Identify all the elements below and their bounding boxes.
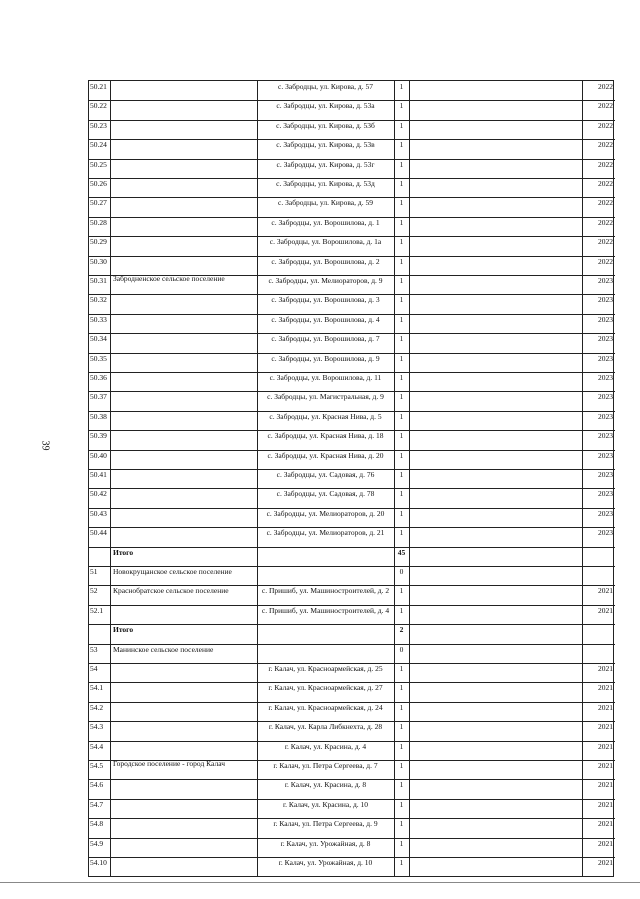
column-divider: [257, 81, 258, 876]
quantity: 1: [399, 489, 404, 499]
row-number: 52.1: [90, 605, 104, 615]
row-number: 52: [90, 586, 98, 596]
address: с. Забродцы, ул. Мелиораторов, д. 9: [268, 276, 383, 285]
address: с. Забродцы, ул. Кирова, д. 53в: [276, 140, 375, 150]
row-number: 50.30: [90, 256, 107, 266]
year: 2021: [598, 605, 613, 615]
row-number: 54.9: [90, 838, 104, 848]
year: 2021: [598, 586, 613, 596]
year: 2022: [598, 101, 613, 111]
row-number: 54.7: [90, 799, 104, 809]
column-divider: [110, 81, 111, 876]
row-number: 50.24: [90, 140, 107, 150]
year: 2023: [598, 411, 613, 421]
address: г. Калач, ул. Урожайная, д. 10: [278, 858, 373, 867]
quantity: 1: [399, 159, 404, 169]
row-number: 54.1: [90, 683, 104, 693]
year: 2022: [598, 198, 613, 208]
year: 2022: [598, 82, 613, 91]
row-divider: [89, 624, 615, 625]
row-number: 50.25: [90, 159, 107, 169]
row-number: 50.33: [90, 314, 107, 324]
address: г. Калач, ул. Красина, д. 8: [284, 780, 367, 790]
quantity: 2: [399, 625, 404, 635]
year: 2023: [598, 334, 613, 344]
quantity: 1: [399, 314, 404, 324]
year: 2021: [598, 761, 613, 770]
address: с. Пришиб, ул. Машиностроителей, д. 2: [261, 586, 390, 596]
address: с. Забродцы, ул. Красная Нива, д. 5: [269, 411, 382, 421]
row-number: 50.29: [90, 237, 107, 247]
row-number: 54.2: [90, 702, 104, 712]
quantity: 1: [399, 101, 404, 111]
year: 2023: [598, 276, 613, 285]
year: 2021: [598, 799, 613, 809]
quantity: 1: [399, 120, 404, 130]
address: с. Забродцы, ул. Кирова, д. 53г: [276, 159, 375, 169]
row-number: 50.38: [90, 411, 107, 421]
row-number: 50.28: [90, 217, 107, 227]
address: с. Забродцы, ул. Кирова, д. 53а: [276, 101, 375, 111]
row-number: 50.26: [90, 179, 107, 188]
row-number: 54.3: [90, 722, 104, 732]
settlement-name: Краснобратское сельское поселение: [113, 586, 229, 596]
quantity: 1: [399, 217, 404, 227]
group-label: Городское поселение - город Калач: [113, 759, 225, 768]
address: г. Калач, ул. Красноармейская, д. 24: [268, 702, 383, 712]
quantity: 1: [399, 528, 404, 538]
year: 2023: [598, 450, 613, 460]
address: с. Забродцы, ул. Ворошилова, д. 1: [271, 217, 380, 227]
settlement-name: Манинское сельское поселение: [113, 644, 214, 654]
year: 2023: [598, 373, 613, 382]
quantity: 1: [399, 858, 404, 867]
year: 2023: [598, 489, 613, 499]
quantity: 0: [399, 644, 404, 654]
address: с. Забродцы, ул. Кирова, д. 53б: [276, 120, 375, 130]
quantity: 1: [399, 450, 404, 460]
address: г. Калач, ул. Красина, д. 4: [284, 741, 367, 751]
address: с. Забродцы, ул. Ворошилова, д. 9: [271, 353, 380, 363]
row-number: 51: [90, 567, 98, 576]
row-number: 50.41: [90, 470, 107, 479]
quantity: 1: [399, 334, 404, 344]
data-table: [88, 80, 614, 877]
quantity: 1: [399, 256, 404, 266]
address: с. Забродцы, ул. Магистральная, д. 9: [267, 392, 384, 402]
settlement-name: Итого: [113, 547, 134, 557]
quantity: 1: [399, 411, 404, 421]
address: с. Забродцы, ул. Кирова, д. 57: [278, 82, 373, 91]
year: 2023: [598, 353, 613, 363]
address: с. Забродцы, ул. Ворошилова, д. 7: [271, 334, 380, 344]
year: 2022: [598, 256, 613, 266]
quantity: 1: [399, 508, 404, 518]
address: с. Забродцы, ул. Красная Нива, д. 18: [267, 431, 384, 441]
quantity: 1: [399, 799, 404, 809]
year: 2023: [598, 295, 613, 305]
quantity: 1: [399, 586, 404, 596]
row-number: 50.27: [90, 198, 107, 208]
row-number: 54.4: [90, 741, 104, 751]
quantity: 1: [399, 392, 404, 402]
address: г. Калач, ул. Карла Либкнехта, д. 28: [268, 722, 383, 732]
address: г. Калач, ул. Петра Сергеева, д. 9: [273, 819, 378, 829]
quantity: 1: [399, 819, 404, 829]
address: с. Забродцы, ул. Ворошилова, д. 11: [269, 373, 382, 382]
row-number: 54.5: [90, 761, 104, 770]
quantity: 1: [399, 780, 404, 790]
quantity: 1: [399, 276, 404, 285]
page-number: 39: [39, 440, 51, 451]
year: 2021: [598, 664, 613, 673]
address: г. Калач, ул. Петра Сергеева, д. 7: [273, 761, 378, 770]
quantity: 0: [399, 567, 404, 576]
address: с. Забродцы, ул. Садовая, д. 78: [276, 489, 375, 499]
address: с. Пришиб, ул. Машиностроителей, д. 4: [261, 605, 390, 615]
year: 2023: [598, 431, 613, 441]
row-number: 54.8: [90, 819, 104, 829]
quantity: 1: [399, 761, 404, 770]
group-label: Забродненское сельское поселение: [113, 274, 225, 283]
year: 2023: [598, 470, 613, 479]
quantity: 1: [399, 353, 404, 363]
quantity: 1: [399, 373, 404, 382]
quantity: 1: [399, 431, 404, 441]
year: 2021: [598, 722, 613, 732]
quantity: 1: [399, 82, 404, 91]
quantity: 1: [399, 179, 404, 188]
quantity: 45: [397, 547, 406, 557]
row-divider: [89, 547, 615, 548]
quantity: 1: [399, 838, 404, 848]
row-number: 54.10: [90, 858, 107, 867]
row-number: 50.42: [90, 489, 107, 499]
row-number: 53: [90, 644, 98, 654]
quantity: 1: [399, 237, 404, 247]
row-number: 50.39: [90, 431, 107, 441]
page-bottom-rule: [0, 882, 640, 883]
year: 2022: [598, 237, 613, 247]
settlement-name: Новокрущанское сельское поселение: [113, 567, 232, 576]
year: 2022: [598, 159, 613, 169]
address: с. Забродцы, ул. Кирова, д. 59: [278, 198, 373, 208]
quantity: 1: [399, 702, 404, 712]
address: г. Калач, ул. Красноармейская, д. 25: [268, 664, 383, 673]
year: 2023: [598, 392, 613, 402]
address: с. Забродцы, ул. Садовая, д. 76: [276, 470, 375, 479]
address: г. Калач, ул. Урожайная, д. 8: [280, 838, 371, 848]
row-number: 50.34: [90, 334, 107, 344]
settlement-name: Итого: [113, 625, 134, 635]
year: 2021: [598, 702, 613, 712]
row-number: 50.22: [90, 101, 107, 111]
year: 2021: [598, 780, 613, 790]
column-divider: [409, 81, 410, 876]
quantity: 1: [399, 470, 404, 479]
year: 2023: [598, 314, 613, 324]
address: с. Забродцы, ул. Ворошилова, д. 1а: [269, 237, 382, 247]
year: 2021: [598, 741, 613, 751]
year: 2023: [598, 508, 613, 518]
row-number: 50.43: [90, 508, 107, 518]
row-number: 50.31: [90, 276, 107, 285]
address: г. Калач, ул. Красина, д. 10: [282, 799, 369, 809]
row-number: 50.23: [90, 120, 107, 130]
address: с. Забродцы, ул. Ворошилова, д. 4: [271, 314, 380, 324]
year: 2022: [598, 217, 613, 227]
year: 2022: [598, 179, 613, 188]
row-number: 50.40: [90, 450, 107, 460]
quantity: 1: [399, 295, 404, 305]
row-number: 50.44: [90, 528, 107, 538]
year: 2023: [598, 528, 613, 538]
row-number: 54: [90, 664, 98, 673]
address: с. Забродцы, ул. Кирова, д. 53д: [276, 179, 375, 188]
year: 2022: [598, 140, 613, 150]
address: с. Забродцы, ул. Красная Нива, д. 20: [267, 450, 384, 460]
quantity: 1: [399, 140, 404, 150]
quantity: 1: [399, 605, 404, 615]
year: 2022: [598, 120, 613, 130]
row-number: 50.21: [90, 82, 107, 91]
address: с. Забродцы, ул. Мелиораторов, д. 20: [266, 508, 385, 518]
row-number: 50.37: [90, 392, 107, 402]
row-number: 50.35: [90, 353, 107, 363]
row-number: 50.32: [90, 295, 107, 305]
address: с. Забродцы, ул. Мелиораторов, д. 21: [266, 528, 385, 538]
row-number: 50.36: [90, 373, 107, 382]
row-number: 54.6: [90, 780, 104, 790]
quantity: 1: [399, 664, 404, 673]
year: 2021: [598, 819, 613, 829]
address: г. Калач, ул. Красноармейская, д. 27: [268, 683, 383, 693]
year: 2021: [598, 858, 613, 867]
column-divider: [582, 81, 583, 876]
quantity: 1: [399, 198, 404, 208]
year: 2021: [598, 683, 613, 693]
quantity: 1: [399, 683, 404, 693]
quantity: 1: [399, 741, 404, 751]
year: 2021: [598, 838, 613, 848]
address: с. Забродцы, ул. Ворошилова, д. 3: [271, 295, 380, 305]
quantity: 1: [399, 722, 404, 732]
address: с. Забродцы, ул. Ворошилова, д. 2: [271, 256, 380, 266]
